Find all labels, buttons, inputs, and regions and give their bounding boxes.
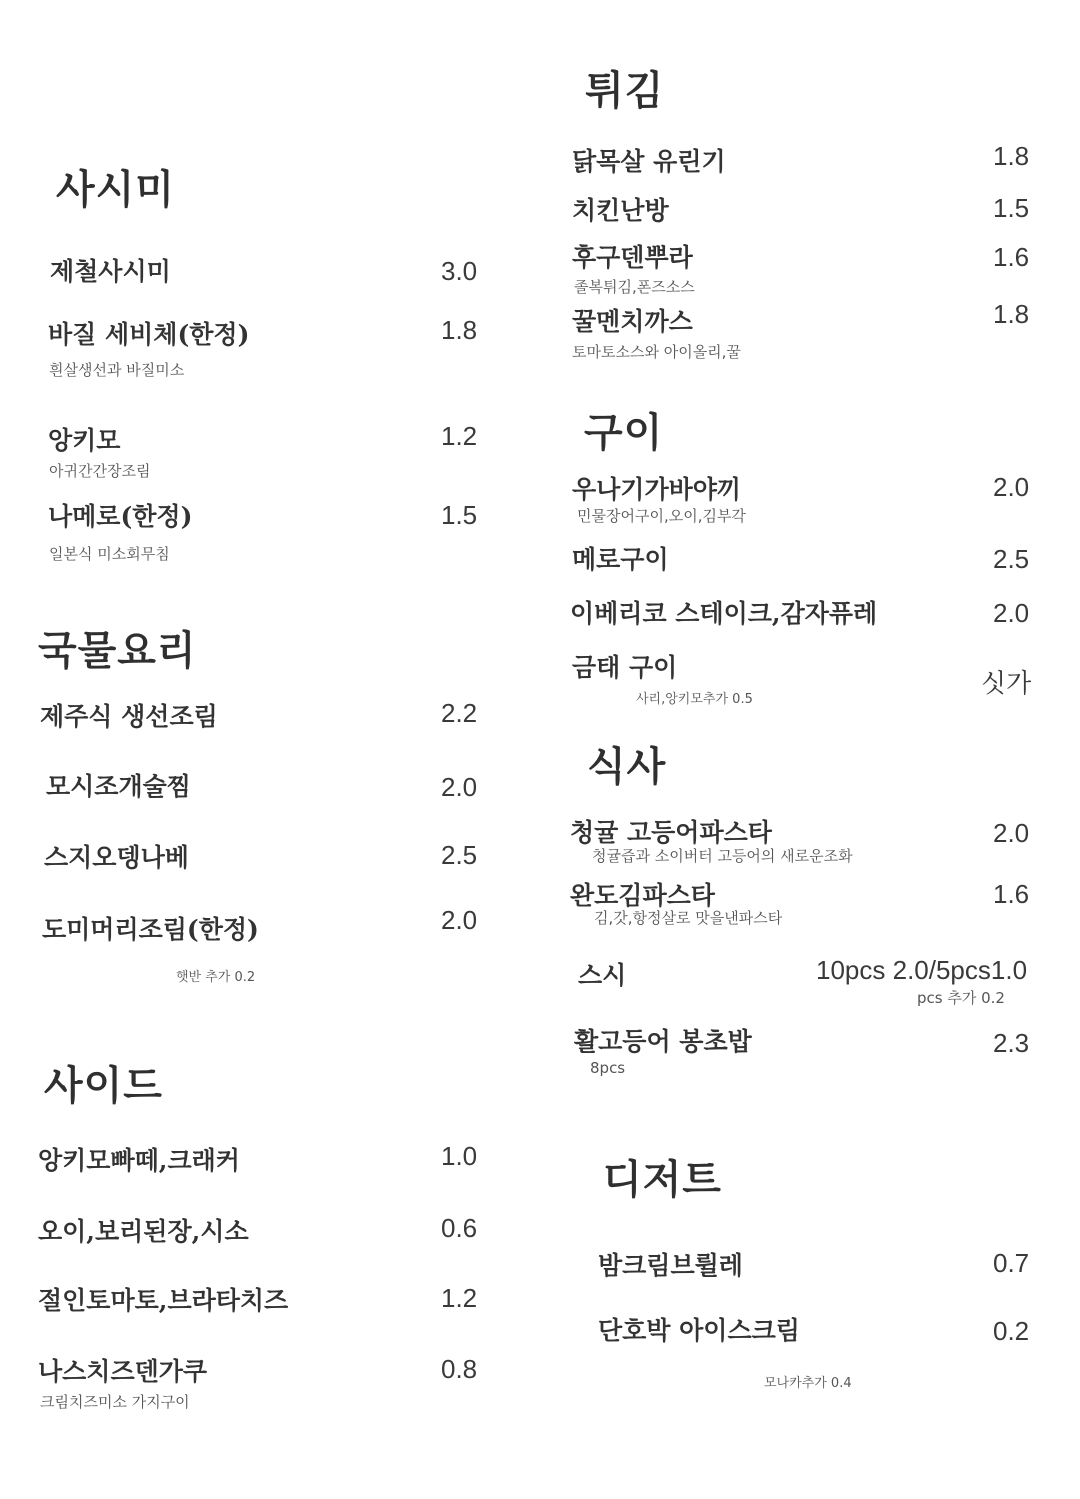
menu-item-price: 0.7 (993, 1248, 1030, 1278)
menu-item-name: 모시조개술찜 (46, 772, 191, 801)
section-title-soup: 국물요리 (38, 627, 197, 674)
menu-item-name: 나메로(한정) (48, 502, 193, 531)
section-title-grill: 구이 (584, 409, 664, 456)
menu-item-note: 민물장어구이,오이,김부각 (577, 507, 746, 525)
menu-item-price: 0.8 (441, 1354, 478, 1384)
menu-item-price: 2.0 (993, 472, 1030, 502)
menu-item-name: 스지오뎅나베 (44, 843, 189, 872)
menu-item-name: 이베리코 스테이크,감자퓨레 (570, 599, 878, 628)
menu-item-price: 10pcs 2.0/5pcs1.0 (816, 955, 1028, 985)
menu-item-price: 2.3 (993, 1028, 1030, 1058)
menu-item-name: 나스치즈덴가쿠 (38, 1357, 208, 1386)
menu-item-name: 스시 (578, 961, 627, 990)
menu-item-name: 오이,보리된장,시소 (38, 1217, 249, 1246)
menu-item-price: 2.5 (441, 840, 478, 870)
menu-item-note: 졸복튀김,폰즈소스 (574, 278, 695, 296)
menu-item-note: 사리,앙키모추가 0.5 (636, 692, 753, 707)
menu-item-name: 단호박 아이스크림 (598, 1316, 800, 1345)
section-title-sashimi: 사시미 (56, 166, 175, 213)
menu-item-price: 3.0 (441, 256, 478, 286)
menu-item-name: 청귤 고등어파스타 (570, 818, 772, 847)
menu-item-name: 바질 세비체(한정) (48, 320, 250, 349)
menu-item-name: 후구덴뿌라 (572, 243, 693, 272)
menu-item-name: 치킨난방 (572, 196, 669, 225)
section-title-side: 사이드 (44, 1062, 163, 1109)
menu-item-name: 제주식 생선조림 (40, 702, 218, 731)
menu-item-price: 2.0 (993, 598, 1030, 628)
menu-item-price: 2.0 (441, 772, 478, 802)
menu-item-note: pcs 추가 0.2 (917, 989, 1005, 1007)
menu-item-name: 밤크림브륄레 (598, 1251, 743, 1280)
menu-item-price: 싯가 (981, 668, 1032, 698)
menu-item-price: 1.8 (993, 299, 1030, 329)
menu-item-name: 닭목살 유린기 (572, 147, 726, 176)
menu-item-name: 우나기가바야끼 (572, 475, 742, 504)
menu-item-price: 2.0 (993, 818, 1030, 848)
menu-item-note: 8pcs (590, 1059, 626, 1077)
menu-item-price: 1.0 (441, 1141, 478, 1171)
menu-item-price: 0.2 (993, 1316, 1030, 1346)
menu-item-price: 2.0 (441, 905, 478, 935)
menu-item-name: 활고등어 봉초밥 (574, 1027, 752, 1056)
menu-item-price: 0.6 (441, 1213, 478, 1243)
menu-item-price: 2.5 (993, 544, 1030, 574)
section-title-meal: 식사 (587, 743, 667, 790)
menu-item-note: 아귀간간장조림 (49, 462, 151, 480)
section-note: 햇반 추가 0.2 (176, 970, 256, 985)
menu-item-note: 김,갓,항정살로 맛을낸파스타 (594, 909, 783, 927)
menu-item-name: 금태 구이 (572, 653, 678, 682)
menu-item-note: 일본식 미소회무침 (49, 545, 170, 563)
menu-item-price: 1.6 (993, 879, 1030, 909)
menu-item-price: 1.8 (993, 141, 1030, 171)
menu-item-price: 2.2 (441, 698, 478, 728)
menu-item-price: 1.8 (441, 315, 478, 345)
menu-item-price: 1.2 (441, 421, 478, 451)
menu-item-note: 청귤즙과 소이버터 고등어의 새로운조화 (592, 847, 853, 865)
section-note: 모나카추가 0.4 (764, 1376, 852, 1391)
menu-item-name: 꿀멘치까스 (572, 307, 693, 336)
menu-item-price: 1.6 (993, 242, 1030, 272)
menu-item-price: 1.5 (441, 500, 478, 530)
menu-item-price: 1.5 (993, 193, 1030, 223)
menu-item-note: 흰살생선과 바질미소 (49, 361, 185, 379)
menu-item-name: 완도김파스타 (570, 881, 715, 910)
menu-item-name: 절인토마토,브라타치즈 (38, 1286, 289, 1315)
section-title-dessert: 디저트 (603, 1156, 722, 1203)
menu-item-note: 토마토소스와 아이올리,꿀 (572, 343, 741, 361)
menu-item-name: 앙키모 (48, 426, 121, 455)
menu-item-note: 크림치즈미소 가지구이 (40, 1393, 190, 1411)
menu-item-name: 도미머리조림(한정) (42, 915, 259, 944)
menu-item-price: 1.2 (441, 1283, 478, 1313)
menu-item-name: 앙키모빠떼,크래커 (38, 1146, 240, 1175)
menu-item-name: 제철사시미 (50, 257, 171, 286)
section-title-fried: 튀김 (585, 67, 665, 114)
menu-item-name: 메로구이 (572, 545, 669, 574)
